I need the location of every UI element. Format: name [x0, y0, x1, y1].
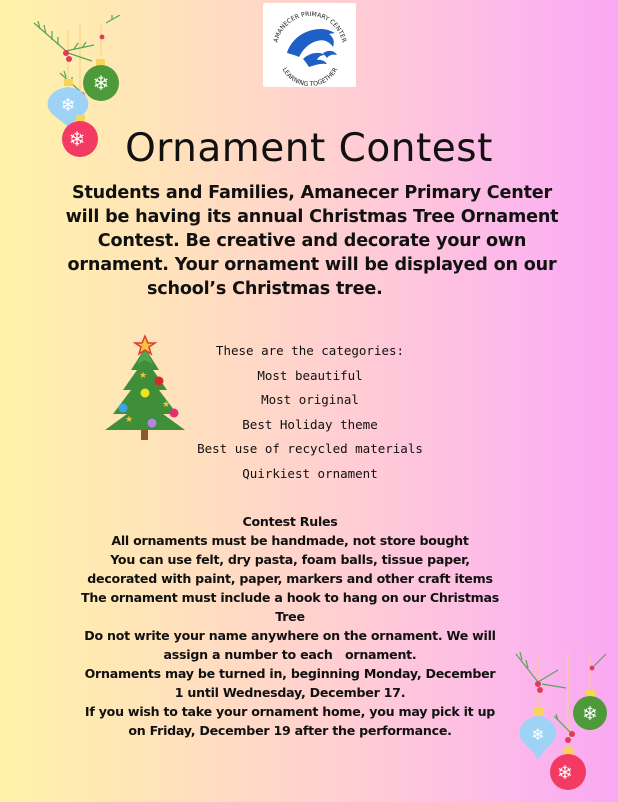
christmas-tree-icon: [103, 334, 188, 448]
rule-line: 1 until Wednesday, December 17.: [174, 685, 406, 700]
intro-line: school’s Christmas tree.: [147, 279, 383, 299]
intro-line: Students and Families, Amanecer Primary Center: [72, 183, 552, 203]
category-item: Best Holiday theme: [242, 416, 378, 432]
svg-text:❄: ❄: [68, 127, 86, 151]
rule-line: You can use felt, dry pasta, foam balls, tissue paper,: [110, 552, 470, 567]
rule-line: decorated with paint, paper, markers and other craft items: [87, 571, 493, 586]
svg-text:❄: ❄: [531, 725, 545, 744]
intro-line: ornament. Your ornament will be displayed on our: [67, 255, 557, 275]
category-item: Most beautiful: [257, 367, 363, 383]
rule-line: The ornament must include a hook to hang on our Christmas: [81, 590, 499, 605]
rule-line: If you wish to take your ornament home, you may pick it up: [84, 704, 496, 719]
dolphin-icon: [263, 3, 356, 87]
contest-rules: [40, 512, 540, 740]
rule-line: Tree: [275, 609, 305, 624]
svg-text:★: ★: [125, 415, 134, 425]
rule-line: Do not write your name anywhere on the ornament. We will: [84, 628, 496, 643]
svg-text:AMANECER PRIMARY CENTER: AMANECER PRIMARY CENTER: [272, 10, 348, 44]
intro-line: Contest. Be creative and decorate your own: [97, 231, 527, 251]
rule-line: assign a number to each ornament.: [163, 647, 417, 662]
svg-text:❄: ❄: [557, 762, 573, 784]
rule-line: All ornaments must be handmade, not store bought: [111, 533, 469, 548]
intro-line: will be having its annual Christmas Tree Ornament: [65, 207, 559, 227]
rule-line: on Friday, December 19 after the performance.: [128, 723, 452, 738]
svg-text:★: ★: [139, 371, 148, 381]
svg-text:❄: ❄: [582, 703, 598, 725]
category-item: Most original: [261, 392, 359, 407]
categories-heading: These are the categories:: [215, 343, 405, 358]
page-title: Ornament Contest: [125, 126, 493, 171]
ornaments-decoration-bottom-right: [510, 648, 618, 802]
category-item: Best use of recycled materials: [197, 441, 423, 456]
intro-paragraph: [62, 181, 562, 301]
rules-heading: Contest Rules: [242, 514, 338, 529]
svg-text:❄: ❄: [92, 71, 110, 95]
svg-text:★: ★: [162, 400, 171, 410]
categories-list: [180, 339, 440, 486]
svg-text:LEARNING TOGETHER: LEARNING TOGETHER: [280, 66, 340, 87]
snowflake-icon: ❄: [60, 95, 76, 116]
school-logo: [263, 3, 356, 87]
rule-line: Ornaments may be turned in, beginning Monday, December: [84, 666, 496, 681]
category-item: Quirkiest ornament: [242, 465, 378, 481]
